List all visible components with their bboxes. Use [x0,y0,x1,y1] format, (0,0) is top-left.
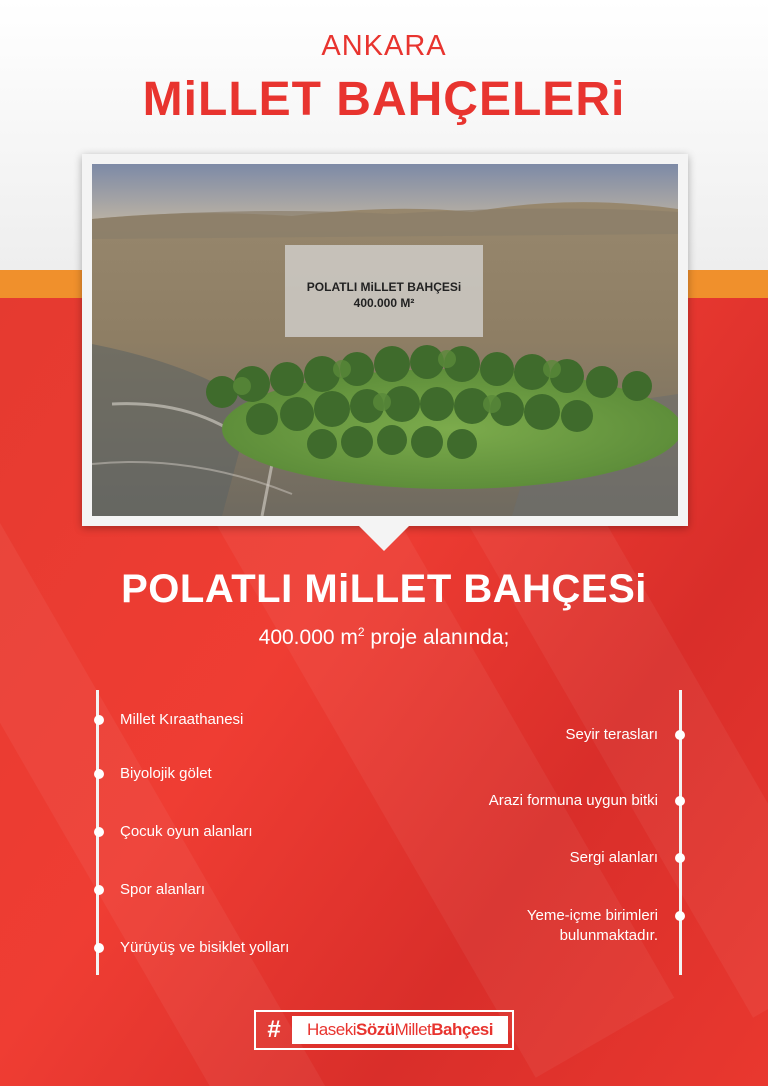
photo-label-name: POLATLI MiLLET BAHÇESi [306,280,462,294]
hashtag-text: Haseki Sözü Millet Bahçesi [292,1016,508,1044]
project-title: POLATLI MiLLET BAHÇESi [121,567,647,611]
list-item: Arazi formuna uygun bitki [489,791,658,811]
list-item: Seyir terasları [565,725,658,745]
list-item: Yürüyüş ve bisiklet yolları [120,938,289,958]
photo-label-area: 400.000 M² [353,296,415,310]
hash-icon: # [267,1016,281,1043]
list-item: Spor alanları [120,880,205,900]
list-item: Çocuk oyun alanları [120,822,253,842]
aerial-photo [92,164,678,516]
page-title: MiLLET BAHÇELERi [142,73,626,126]
photo-frame [82,154,688,526]
list-item: Sergi alanları [570,848,658,868]
project-area: 400.000 $m^2$ proje alanında; [258,625,510,649]
list-item: Millet Kıraathanesi [120,710,243,730]
hashtag-badge [254,1010,514,1050]
photo-label [285,245,483,337]
list-item: Biyolojik gölet [120,764,212,784]
photo-pointer [357,524,411,551]
city-title: ANKARA [321,30,447,62]
list-item: Yeme-içme birimleri bulunmaktadır. [527,906,658,946]
